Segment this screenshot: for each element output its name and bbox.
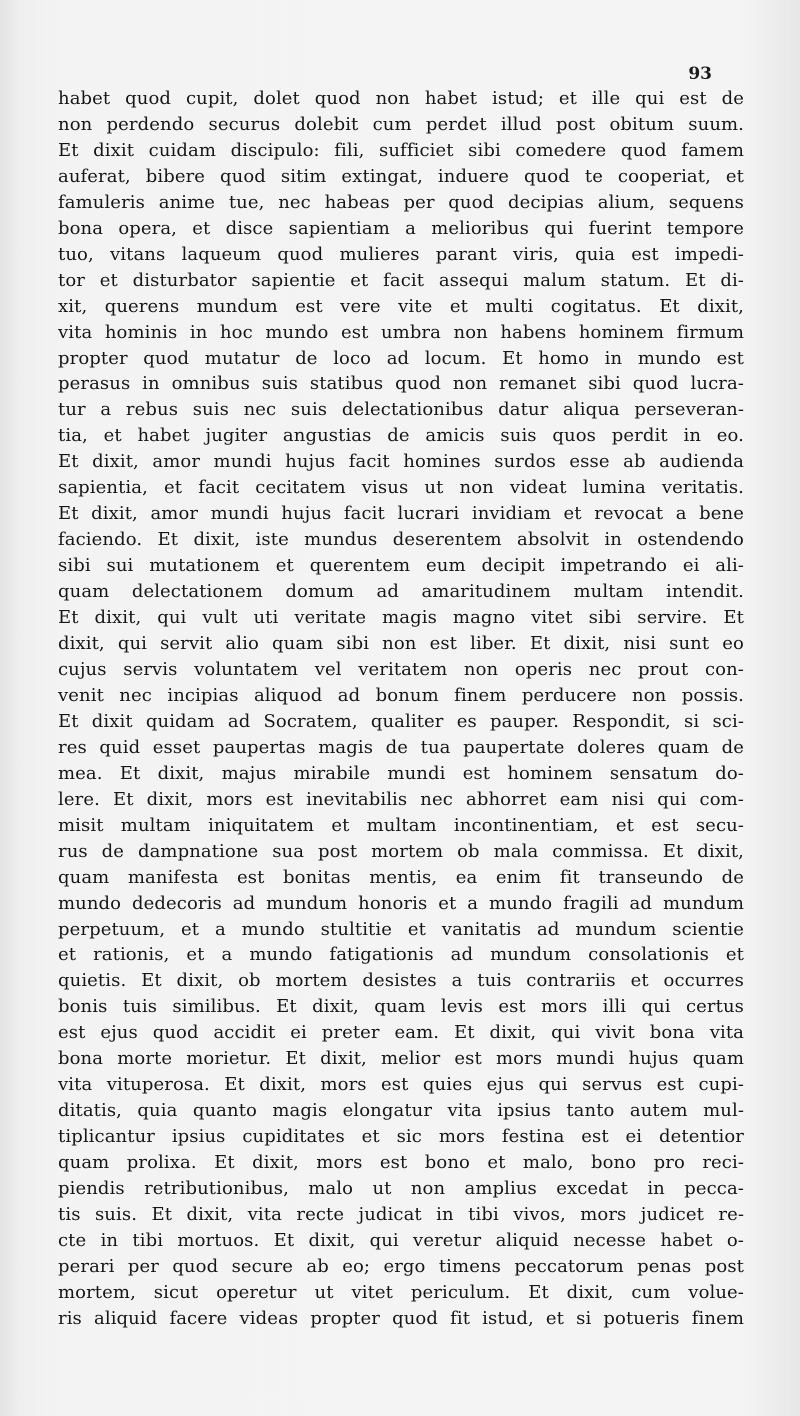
text-line: tuo, vitans laqueum quod mulieres parant viris, quia est impedi- <box>58 243 744 265</box>
text-line: habet quod cupit, dolet quod non habet istud; et ille qui est de <box>58 88 744 109</box>
page-number: 93 <box>688 64 712 84</box>
text-line: est ejus quod accidit ei preter eam. Et dixit, qui vivit bona vita <box>58 1022 744 1044</box>
text-line: xit, querens mundum est vere vite et multi cogitatus. Et dixit, <box>58 295 744 317</box>
text-line: piendis retributionibus, malo ut non amplius excedat in pecca- <box>58 1178 744 1200</box>
text-line: quam manifesta est bonitas mentis, ea enim fit transeundo de <box>58 866 744 888</box>
text-line: bona opera, et disce sapientiam a melioribus qui fuerint tempore <box>58 217 744 239</box>
text-line: mea. Et dixit, majus mirabile mundi est hominem sensatum do- <box>58 762 744 784</box>
text-line: ris aliquid facere videas propter quod fit istud, et si potueris finem <box>58 1307 744 1329</box>
text-line: Et dixit, qui vult uti veritate magis magno vitet sibi servire. Et <box>58 607 744 629</box>
text-line: perasus in omnibus suis statibus quod non remanet sibi quod lucra- <box>58 373 744 395</box>
text-line: et rationis, et a mundo fatigationis ad mundum consolationis et <box>58 944 744 966</box>
text-line: tia, et habet jugiter angustias de amicis suis quos perdit in eo. <box>58 425 744 447</box>
text-line: venit nec incipias aliquod ad bonum finem perducere non possis. <box>58 684 744 706</box>
text-line: res quid esset paupertas magis de tua paupertate doleres quam de <box>58 736 744 758</box>
text-line: bonis tuis similibus. Et dixit, quam levis est mors illi qui certus <box>58 996 744 1018</box>
text-line: tiplicantur ipsius cupiditates et sic mors festina est ei detentior <box>58 1126 744 1148</box>
text-line: tis suis. Et dixit, vita recte judicat in tibi vivos, mors judicet re- <box>58 1203 744 1225</box>
text-line: quietis. Et dixit, ob mortem desistes a tuis contrariis et occurres <box>58 970 744 992</box>
text-line: quam prolixa. Et dixit, mors est bono et malo, bono pro reci- <box>58 1152 744 1174</box>
text-line: tur a rebus suis nec suis delectationibus datur aliqua perseveran- <box>58 399 744 421</box>
text-line: Et dixit, amor mundi hujus facit homines surdos esse ab audienda <box>58 451 744 473</box>
text-line: sapientia, et facit cecitatem visus ut non videat lumina veritatis. <box>58 477 744 499</box>
text-line: perpetuum, et a mundo stultitie et vanitatis ad mundum scientie <box>58 918 744 940</box>
text-line: faciendo. Et dixit, iste mundus deserentem absolvit in ostendendo <box>58 529 744 551</box>
text-line: sibi sui mutationem et querentem eum decipit impetrando ei ali- <box>58 555 744 577</box>
text-line: tor et disturbator sapientie et facit assequi malum statum. Et di- <box>58 269 744 291</box>
text-line: vita vituperosa. Et dixit, mors est quies ejus qui servus est cupi- <box>58 1074 744 1096</box>
text-line: ditatis, quia quanto magis elongatur vita ipsius tanto autem mul- <box>58 1100 744 1122</box>
text-line: non perdendo securus dolebit cum perdet illud post obitum suum. <box>58 113 744 135</box>
text-line: perari per quod secure ab eo; ergo timens peccatorum penas post <box>58 1255 744 1277</box>
text-line: quam delectationem domum ad amaritudinem multam intendit. <box>58 581 744 603</box>
text-line: cujus servis voluntatem vel veritatem non operis nec prout con- <box>58 658 744 680</box>
text-line: auferat, bibere quod sitim extingat, induere quod te cooperiat, et <box>58 165 744 187</box>
text-line: mundo dedecoris ad mundum honoris et a mundo fragili ad mundum <box>58 892 744 914</box>
text-line: cte in tibi mortuos. Et dixit, qui veretur aliquid necesse habet o- <box>58 1229 744 1251</box>
text-line: lere. Et dixit, mors est inevitabilis nec abhorret eam nisi qui com- <box>58 788 744 810</box>
text-line: Et dixit, amor mundi hujus facit lucrari invidiam et revocat a bene <box>58 503 744 525</box>
page-body-text <box>58 86 744 1332</box>
text-line: dixit, qui servit alio quam sibi non est liber. Et dixit, nisi sunt eo <box>58 633 744 655</box>
text-line: mortem, sicut operetur ut vitet periculum. Et dixit, cum volue- <box>58 1281 744 1303</box>
text-line: bona morte morietur. Et dixit, melior est mors mundi hujus quam <box>58 1048 744 1070</box>
text-line: famuleris anime tue, nec habeas per quod decipias alium, sequens <box>58 191 744 213</box>
text-line: propter quod mutatur de loco ad locum. Et homo in mundo est <box>58 347 744 369</box>
text-line: rus de dampnatione sua post mortem ob mala commissa. Et dixit, <box>58 840 744 862</box>
text-line: Et dixit quidam ad Socratem, qualiter es pauper. Respondit, si sci- <box>58 710 744 732</box>
text-line: Et dixit cuidam discipulo: fili, sufficiet sibi comedere quod famem <box>58 139 744 161</box>
text-line: vita hominis in hoc mundo est umbra non habens hominem firmum <box>58 321 744 343</box>
text-line: misit multam iniquitatem et multam incontinentiam, et est secu- <box>58 814 744 836</box>
